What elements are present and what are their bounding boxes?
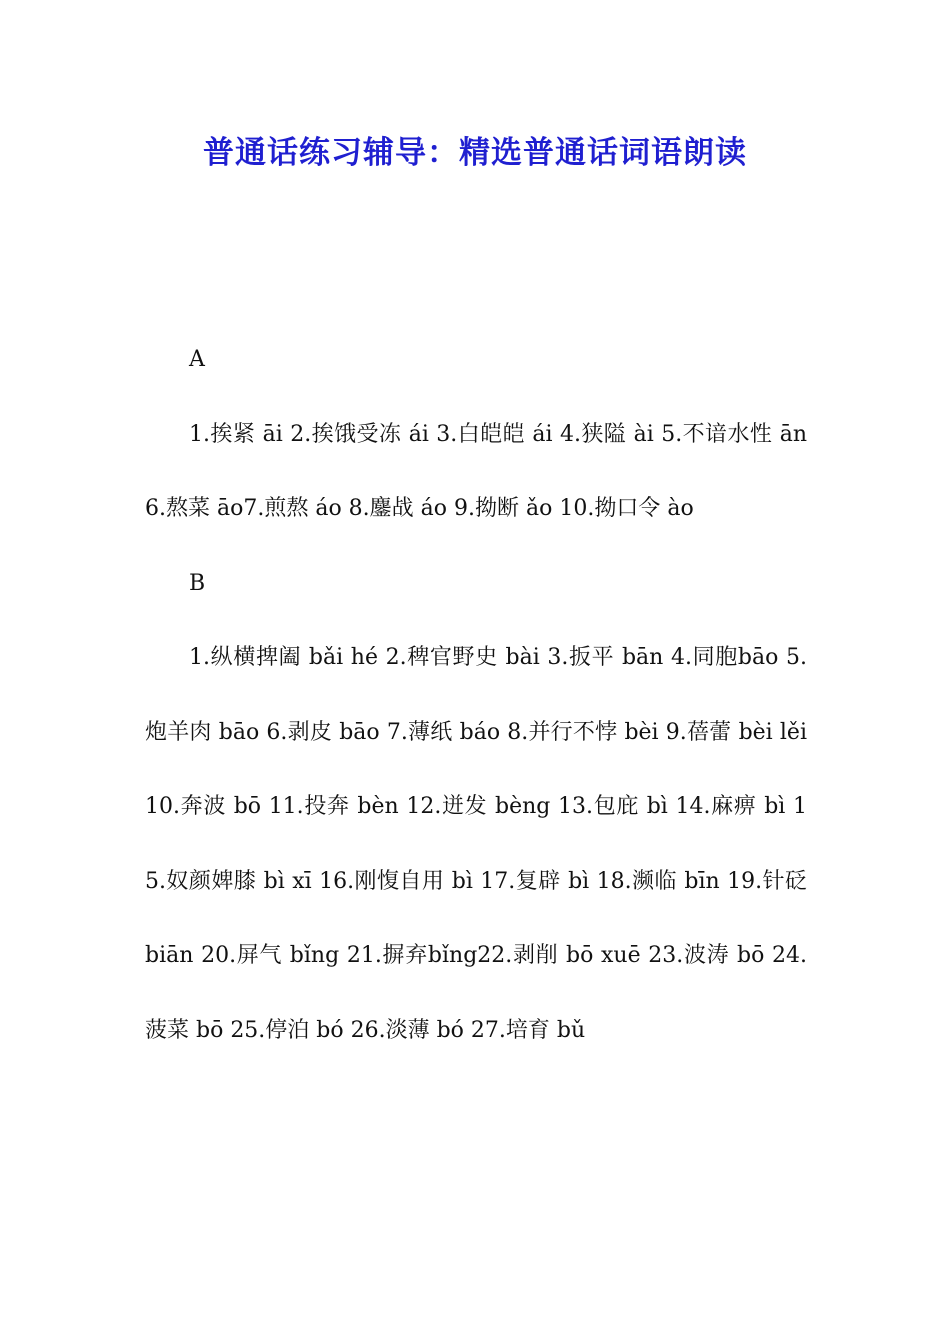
section-b-label: B	[189, 570, 206, 596]
section-a-label: A	[189, 347, 205, 372]
section-b-text: 1.纵横捭阖 bǎi hé 2.稗官野史 bài 3.扳平 bān 4.同胞bāo 5. 炮羊肉 bāo 6.剥皮 bāo 7.薄纸 báo 8.并行不悖 bèi 9.蓓蕾 bèi lěi 10.奔波 bō 11.投奔 bèn 12.迸发 bèng 13.包庇 bì 14.麻痹 bì 15.奴颜婢膝 bì xī 16.刚愎自用 bì 17.复辟 bì 18.濒临 bīn 19.针砭 biān 20.屏气 bǐng 21.摒弃bǐng22.剥削 bō xuē 23.波涛 bō 24.菠菜 bō 25.停泊 bó 26.淡薄 bó 27.培育 bǔ	[145, 645, 807, 1043]
page-title: 普通话练习辅导：精选普通话词语朗读	[203, 135, 747, 171]
document-body	[145, 323, 807, 1068]
section-a-text: 1.挨紧 āi 2.挨饿受冻 ái 3.白皑皑 ái 4.狭隘 ài 5.不谙水性 ān 6.熬菜 āo7.煎熬 áo 8.鏖战 áo 9.拗断 ǎo 10.拗口令 ào	[145, 421, 807, 521]
